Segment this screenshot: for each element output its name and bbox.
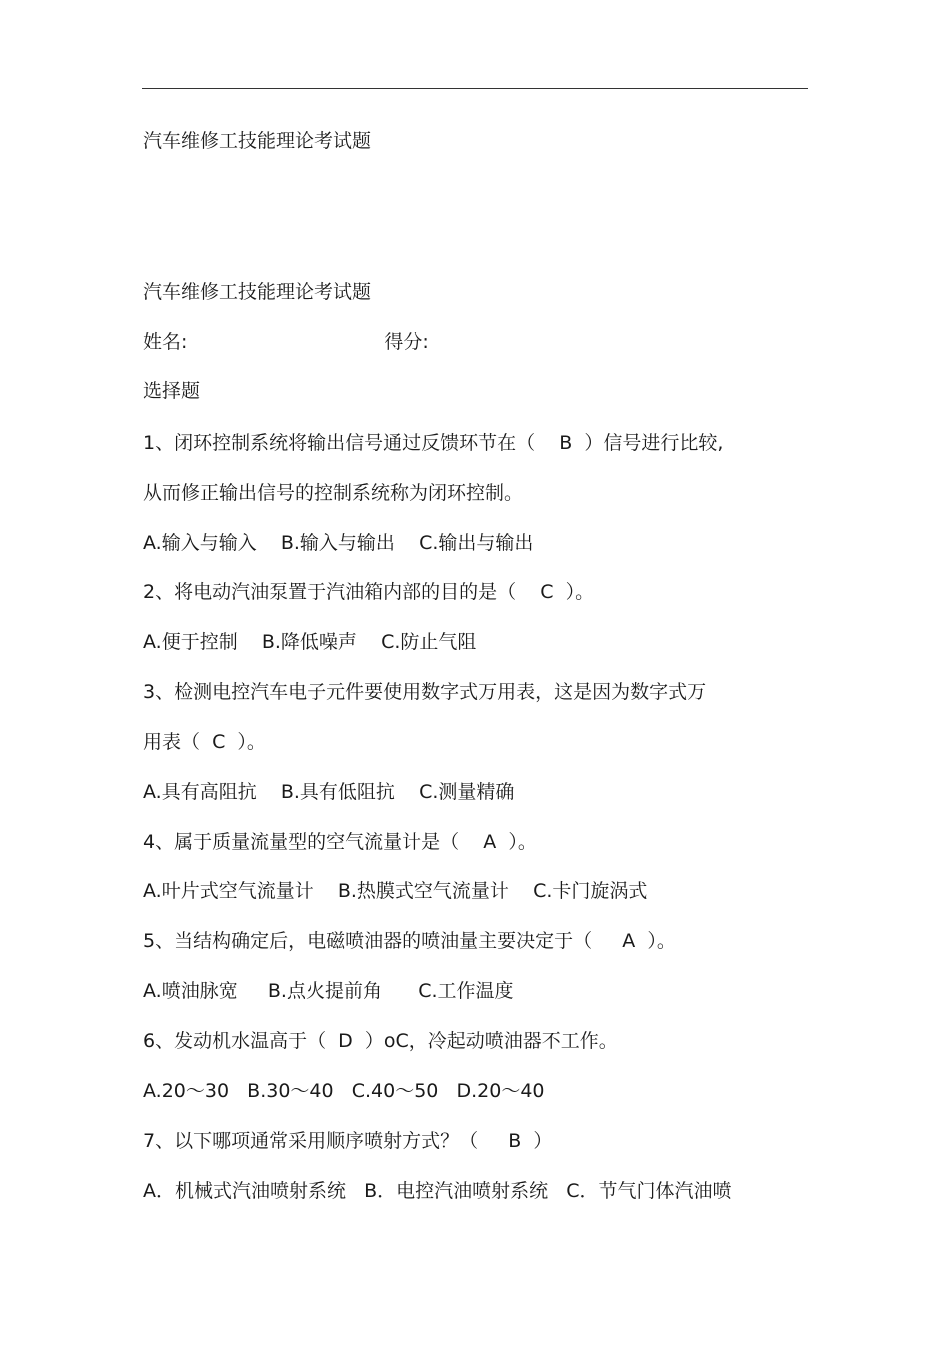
name-score-row bbox=[143, 330, 429, 354]
question-line: 3、检测电控汽车电子元件要使用数字式万用表，这是因为数字式万 bbox=[143, 681, 707, 703]
options-line: A.具有高阻抗 B.具有低阻抗 C.测量精确 bbox=[143, 781, 515, 803]
question-line: 6、发动机水温高于（ D ）oC，冷起动喷油器不工作。 bbox=[143, 1030, 618, 1052]
section-label: 选择题 bbox=[143, 380, 201, 402]
options-line: A.便于控制 B.降低噪声 C.防止气阻 bbox=[143, 631, 477, 653]
question-line: 1、闭环控制系统将输出信号通过反馈环节在（ B ）信号进行比较, bbox=[143, 432, 724, 454]
options-line: A.输入与输入 B.输入与输出 C.输出与输出 bbox=[143, 532, 534, 554]
question-line: 2、将电动汽油泵置于汽油箱内部的目的是（ C ）。 bbox=[143, 581, 595, 603]
question-line: 4、属于质量流量型的空气流量计是（ A ）。 bbox=[143, 831, 537, 853]
score-label: 得分: bbox=[384, 331, 429, 353]
options-line: A.喷油脉宽 B.点火提前角 C.工作温度 bbox=[143, 980, 514, 1002]
name-label: 姓名: bbox=[143, 331, 188, 353]
options-line: A.20～30 B.30～40 C.40～50 D.20～40 bbox=[143, 1080, 545, 1102]
question-line: 7、以下哪项通常采用顺序喷射方式？（ B ） bbox=[143, 1130, 553, 1152]
document-title: 汽车维修工技能理论考试题 bbox=[143, 281, 372, 303]
question-line: 从而修正输出信号的控制系统称为闭环控制。 bbox=[143, 482, 524, 504]
options-line: A．机械式汽油喷射系统 B．电控汽油喷射系统 C．节气门体汽油喷 bbox=[143, 1180, 732, 1202]
question-line: 用表（ C ）。 bbox=[143, 731, 266, 753]
options-line: A.叶片式空气流量计 B.热膜式空气流量计 C.卡门旋涡式 bbox=[143, 880, 648, 902]
header-rule bbox=[142, 88, 808, 89]
header-title: 汽车维修工技能理论考试题 bbox=[143, 130, 372, 152]
question-line: 5、当结构确定后，电磁喷油器的喷油量主要决定于（ A ）。 bbox=[143, 930, 676, 952]
